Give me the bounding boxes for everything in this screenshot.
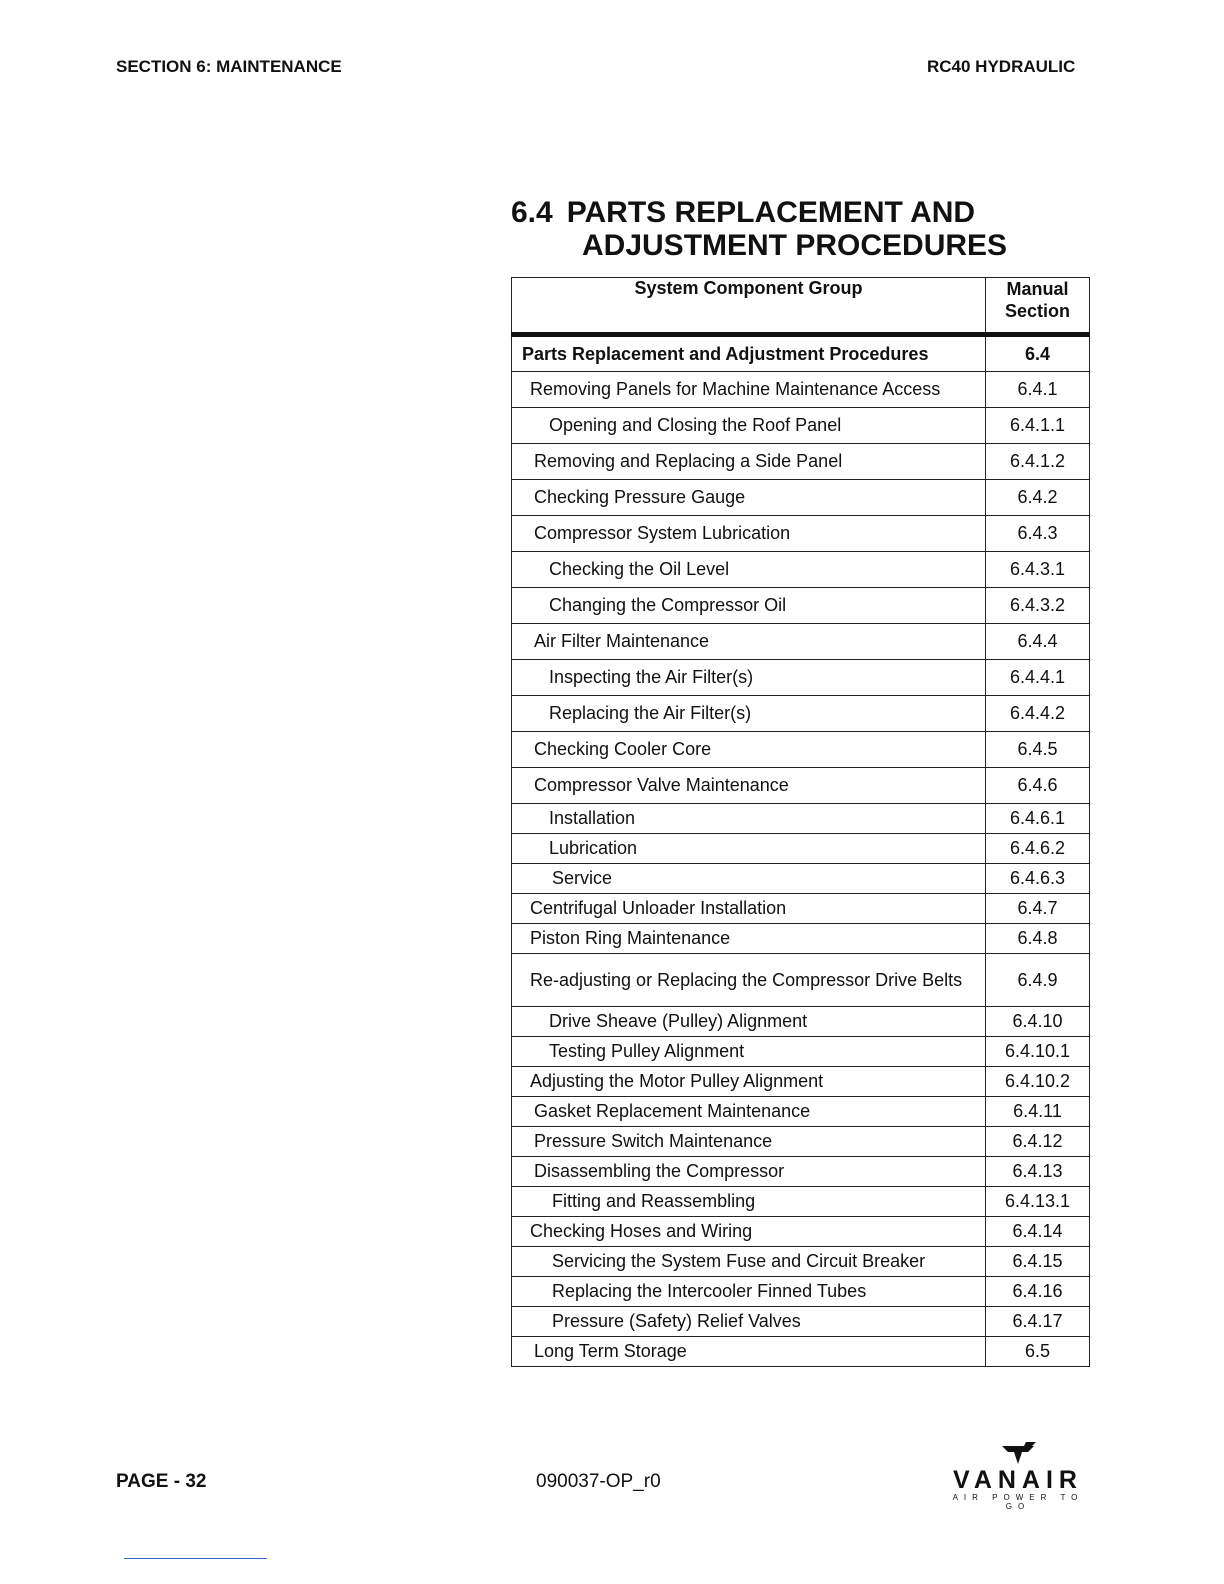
row-label: Opening and Closing the Roof Panel — [512, 408, 986, 444]
table-row — [512, 924, 1090, 954]
row-label: Centrifugal Unloader Installation — [512, 894, 986, 924]
row-label: Installation — [512, 804, 986, 834]
row-label: Replacing the Intercooler Finned Tubes — [512, 1277, 986, 1307]
table-row — [512, 1337, 1090, 1367]
row-label: Adjusting the Motor Pulley Alignment — [512, 1067, 986, 1097]
row-label: Compressor System Lubrication — [512, 516, 986, 552]
row-section: 6.4.6.3 — [986, 864, 1090, 894]
row-label: Air Filter Maintenance — [512, 624, 986, 660]
row-section: 6.4.1.2 — [986, 444, 1090, 480]
footer-divider — [124, 1558, 267, 1559]
table-row — [512, 552, 1090, 588]
row-label: Replacing the Air Filter(s) — [512, 696, 986, 732]
row-section: 6.4.11 — [986, 1097, 1090, 1127]
row-section: 6.4.3.1 — [986, 552, 1090, 588]
row-section: 6.4.16 — [986, 1277, 1090, 1307]
table-row — [512, 1277, 1090, 1307]
col-header-manual: Manual — [1006, 279, 1069, 299]
row-label: Re-adjusting or Replacing the Compressor Drive Belts — [512, 954, 986, 1007]
row-section: 6.4.17 — [986, 1307, 1090, 1337]
vanair-emblem-icon — [998, 1440, 1038, 1466]
table-row — [512, 1067, 1090, 1097]
row-label: Fitting and Reassembling — [512, 1187, 986, 1217]
table-row — [512, 660, 1090, 696]
table-row — [512, 516, 1090, 552]
row-section: 6.4.7 — [986, 894, 1090, 924]
table-row — [512, 444, 1090, 480]
row-label: Checking the Oil Level — [512, 552, 986, 588]
table-row — [512, 408, 1090, 444]
title-line-2: ADJUSTMENT PROCEDURES — [582, 229, 1008, 262]
logo-tagline: AIR POWER TO GO — [952, 1493, 1084, 1511]
table-row — [512, 696, 1090, 732]
col-header-component-group: System Component Group — [512, 278, 986, 335]
row-label: Parts Replacement and Adjustment Procedures — [512, 335, 986, 372]
row-section: 6.4.10 — [986, 1007, 1090, 1037]
row-label: Lubrication — [512, 834, 986, 864]
table-row — [512, 335, 1090, 372]
row-label: Checking Cooler Core — [512, 732, 986, 768]
row-label: Compressor Valve Maintenance — [512, 768, 986, 804]
row-label: Drive Sheave (Pulley) Alignment — [512, 1007, 986, 1037]
row-section: 6.4.14 — [986, 1217, 1090, 1247]
row-section: 6.4.2 — [986, 480, 1090, 516]
table-row — [512, 1187, 1090, 1217]
table-row — [512, 372, 1090, 408]
row-label: Changing the Compressor Oil — [512, 588, 986, 624]
row-label: Checking Pressure Gauge — [512, 480, 986, 516]
page-number: PAGE - 32 — [116, 1471, 207, 1492]
row-section: 6.4.10.1 — [986, 1037, 1090, 1067]
table-row — [512, 1157, 1090, 1187]
row-label: Pressure (Safety) Relief Valves — [512, 1307, 986, 1337]
row-label: Inspecting the Air Filter(s) — [512, 660, 986, 696]
table-row — [512, 1217, 1090, 1247]
procedures-table — [511, 277, 1090, 1367]
row-section: 6.5 — [986, 1337, 1090, 1367]
row-label: Service — [512, 864, 986, 894]
document-number: 090037-OP_r0 — [536, 1471, 661, 1492]
table-row — [512, 804, 1090, 834]
row-section: 6.4.3 — [986, 516, 1090, 552]
table-row — [512, 768, 1090, 804]
page-title — [511, 196, 1007, 262]
table-row — [512, 732, 1090, 768]
row-label: Servicing the System Fuse and Circuit Breaker — [512, 1247, 986, 1277]
table-row — [512, 480, 1090, 516]
row-section: 6.4.10.2 — [986, 1067, 1090, 1097]
row-label: Disassembling the Compressor — [512, 1157, 986, 1187]
table-row — [512, 1037, 1090, 1067]
row-section: 6.4.12 — [986, 1127, 1090, 1157]
table-row — [512, 894, 1090, 924]
logo-name: VANAIR — [953, 1466, 1083, 1494]
table-row — [512, 1307, 1090, 1337]
col-header-manual-section — [986, 278, 1090, 335]
row-section: 6.4.6.2 — [986, 834, 1090, 864]
table-row — [512, 1247, 1090, 1277]
vanair-logo — [943, 1440, 1093, 1511]
table-row — [512, 1127, 1090, 1157]
row-section: 6.4.13 — [986, 1157, 1090, 1187]
title-line-1: PARTS REPLACEMENT AND — [566, 196, 976, 229]
col-header-section: Section — [1004, 301, 1070, 321]
row-label: Gasket Replacement Maintenance — [512, 1097, 986, 1127]
row-label: Pressure Switch Maintenance — [512, 1127, 986, 1157]
row-label: Checking Hoses and Wiring — [512, 1217, 986, 1247]
row-section: 6.4.3.2 — [986, 588, 1090, 624]
header-section-label: SECTION 6: MAINTENANCE — [116, 57, 342, 76]
table-row — [512, 588, 1090, 624]
row-section: 6.4.8 — [986, 924, 1090, 954]
row-section: 6.4.9 — [986, 954, 1090, 1007]
row-section: 6.4 — [986, 335, 1090, 372]
row-section: 6.4.4 — [986, 624, 1090, 660]
row-label: Piston Ring Maintenance — [512, 924, 986, 954]
row-section: 6.4.4.2 — [986, 696, 1090, 732]
table-row — [512, 864, 1090, 894]
row-label: Removing Panels for Machine Maintenance Access — [512, 372, 986, 408]
row-section: 6.4.6.1 — [986, 804, 1090, 834]
row-label: Long Term Storage — [512, 1337, 986, 1367]
title-number: 6.4 — [511, 196, 553, 229]
table-row — [512, 624, 1090, 660]
row-section: 6.4.6 — [986, 768, 1090, 804]
row-section: 6.4.4.1 — [986, 660, 1090, 696]
table-row — [512, 954, 1090, 1007]
row-section: 6.4.1 — [986, 372, 1090, 408]
row-section: 6.4.13.1 — [986, 1187, 1090, 1217]
table-row — [512, 1097, 1090, 1127]
row-section: 6.4.15 — [986, 1247, 1090, 1277]
table-header-row — [512, 278, 1090, 335]
row-section: 6.4.1.1 — [986, 408, 1090, 444]
row-label: Testing Pulley Alignment — [512, 1037, 986, 1067]
table-row — [512, 834, 1090, 864]
row-label: Removing and Replacing a Side Panel — [512, 444, 986, 480]
row-section: 6.4.5 — [986, 732, 1090, 768]
header-product-label: RC40 HYDRAULIC — [927, 57, 1076, 76]
table-row — [512, 1007, 1090, 1037]
